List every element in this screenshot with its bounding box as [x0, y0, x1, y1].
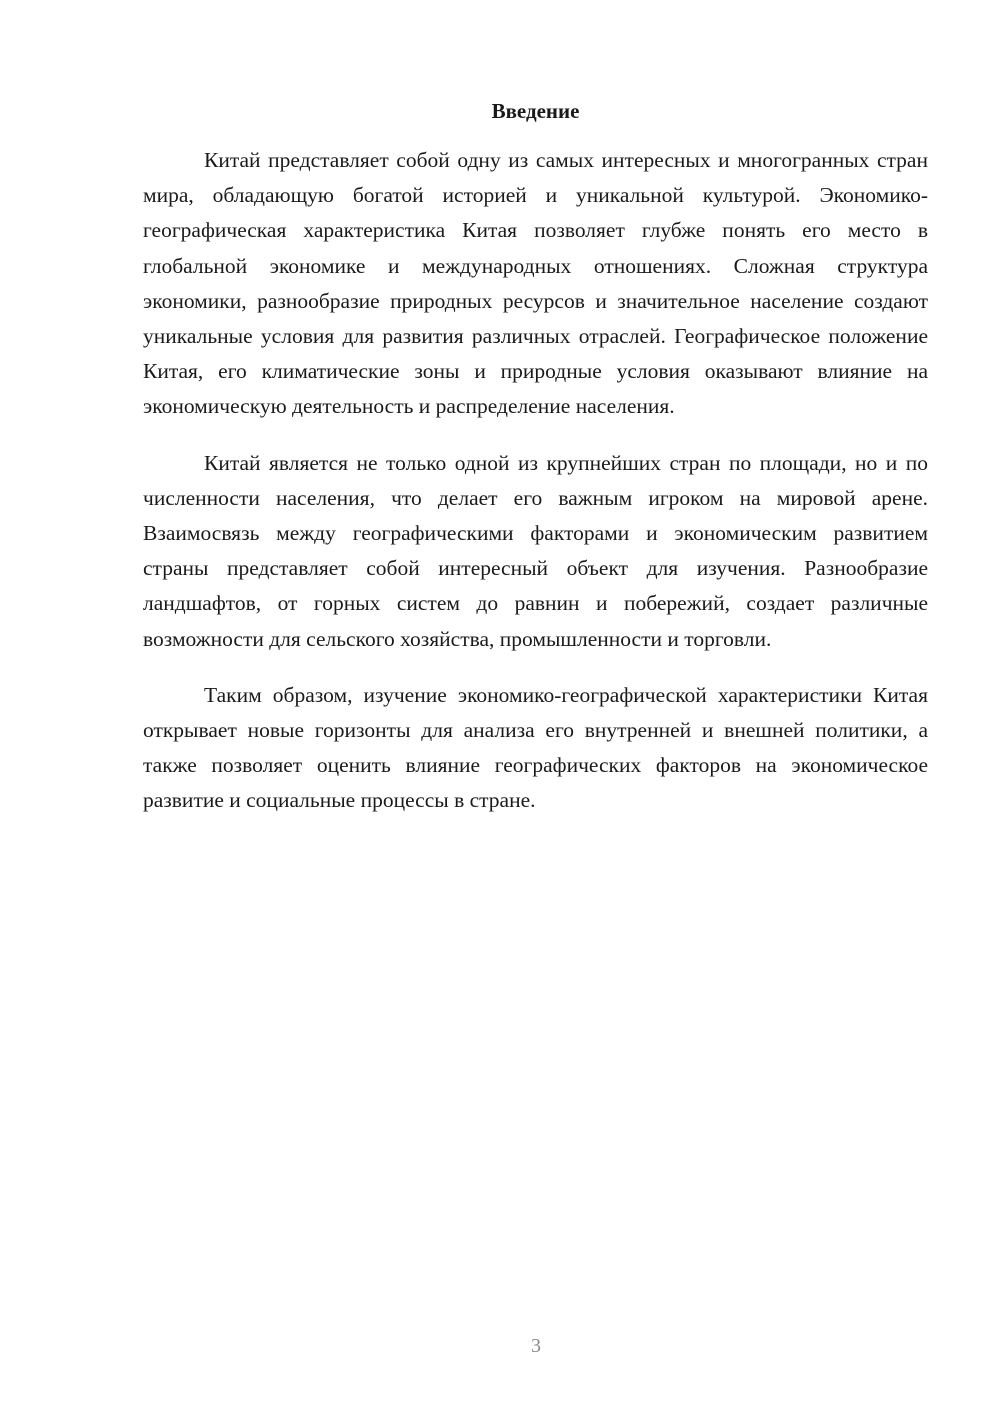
paragraph-1: Китай представляет собой одну из самых интересных и многогранных стран мира, обладающую богатой историей и уникальной культурой. Экономико-географическая характеристика Китая позволяет глубже понять его место в глобальной экономике и международных отношениях. Сложная структура экономики, разнообразие природных ресурсов и значительное население создают уникальные условия для развития различных отраслей. Географическое положение Китая, его климатические зоны и природные условия оказывают влияние на экономическую деятельность и распределение населения. [143, 148, 928, 419]
paragraph-2: Китай является не только одной из крупнейших стран по площади, но и по численности населения, что делает его важным игроком на мировой арене. Взаимосвязь между географическими факторами и экономическим развитием страны представляет собой интересный объект для изучения. Разнообразие ландшафтов, от горных систем до равнин и побережий, создает различные возможности для сельского хозяйства, промышленности и торговли. [143, 450, 928, 651]
body-text [143, 143, 928, 840]
section-title: Введение [491, 99, 580, 123]
paragraph-3: Таким образом, изучение экономико-географической характеристики Китая открывает новые горизонты для анализа его внутренней и внешней политики, а также позволяет оценить влияние географических факторов на экономическое развитие и социальные процессы в стране. [143, 682, 928, 813]
page-number: 3 [531, 1335, 541, 1357]
